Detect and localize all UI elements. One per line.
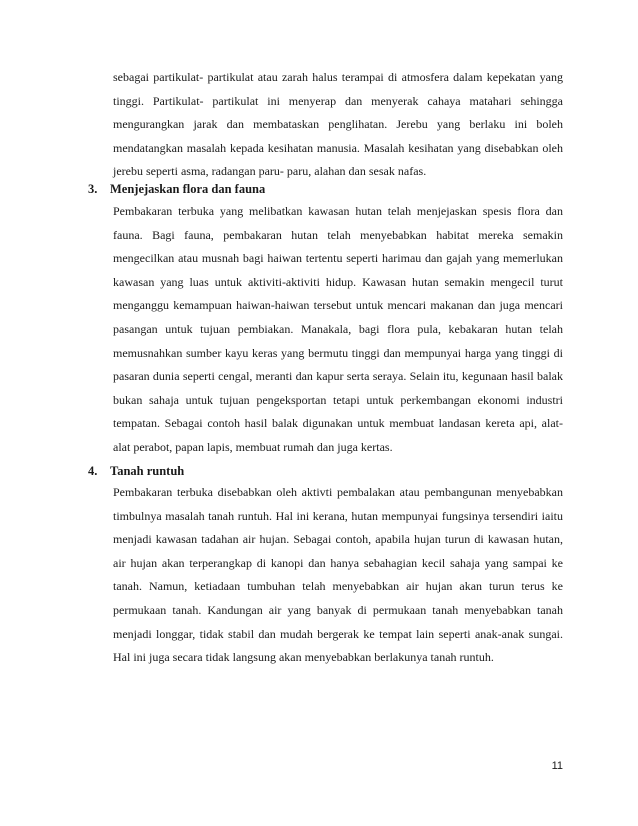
intro-paragraph: sebagai partikulat- partikulat atau zarah halus terampai di atmosfera dalam kepekatan yang tinggi. Partikulat- partikulat ini menyerap dan menyerak cahaya matahari sehingga mengurangkan jarak dan membataskan penglihatan. Jerebu yang berlaku ini boleh mendatangkan masalah kepada kesihatan manusia. Masalah kesihatan yang disebabkan oleh jerebu seperti asma, radangan paru- paru, alahan dan sesak nafas. [113,70,563,179]
section-heading-flora-fauna [88,181,265,197]
page-number: 11 [551,760,563,772]
section-body-tanah-runtuh: Pembakaran terbuka disebabkan oleh aktivti pembalakan atau pembangunan menyebabkan timbulnya masalah tanah runtuh. Hal ini kerana, hutan mempunyai fungsinya tersendiri iaitu menjadi kawasan tadahan air hujan. Sebagai contoh, apabila hujan turun di kawasan hutan, air hujan akan terperangkap di kanopi dan hanya sebahagian kecil sahaja yang sampai ke tanah. Namun, ketiadaan tumbuhan telah menyebabkan air hujan akan turun terus ke permukaan tanah. Kandungan air yang banyak di permukaan tanah menyebabkan tanah menjadi longgar, tidak stabil dan mudah bergerak ke tempat lain seperti anak-anak sungai. Hal ini juga secara tidak langsung akan menyebabkan berlakunya tanah runtuh. [113,485,563,665]
section-title: Menjejaskan flora dan fauna [110,182,266,196]
section-title: Tanah runtuh [110,464,185,478]
section-heading-tanah-runtuh [88,463,184,479]
section-number: 4. [88,464,98,478]
section-body-flora-fauna: Pembakaran terbuka yang melibatkan kawasan hutan telah menjejaskan spesis flora dan fauna. Bagi fauna, pembakaran hutan telah menyebabkan habitat mereka semakin mengecilkan atau musnah bagi haiwan tertentu seperti harimau dan gajah yang memerlukan kawasan yang luas untuk aktiviti-aktiviti hidup. Kawasan hutan semakin mengecil turut menganggu kemampuan haiwan-haiwan tersebut untuk mencari makanan dan juga mencari pasangan untuk tujuan pembiakan. Manakala, bagi flora pula, kebakaran hutan telah memusnahkan sumber kayu keras yang bermutu tinggi dan mempunyai harga yang tinggi di pasaran dunia seperti cengal, meranti dan kapur serta seraya. Selain itu, kegunaan hasil balak bukan sahaja untuk tujuan pengeksportan tetapi untuk perkembangan ekonomi industri tempatan. Sebagai contoh hasil balak digunakan untuk membuat landasan kereta api, alat- alat perabot, papan lapis, membuat rumah dan juga kertas. [113,204,563,454]
section-number: 3. [88,182,98,196]
